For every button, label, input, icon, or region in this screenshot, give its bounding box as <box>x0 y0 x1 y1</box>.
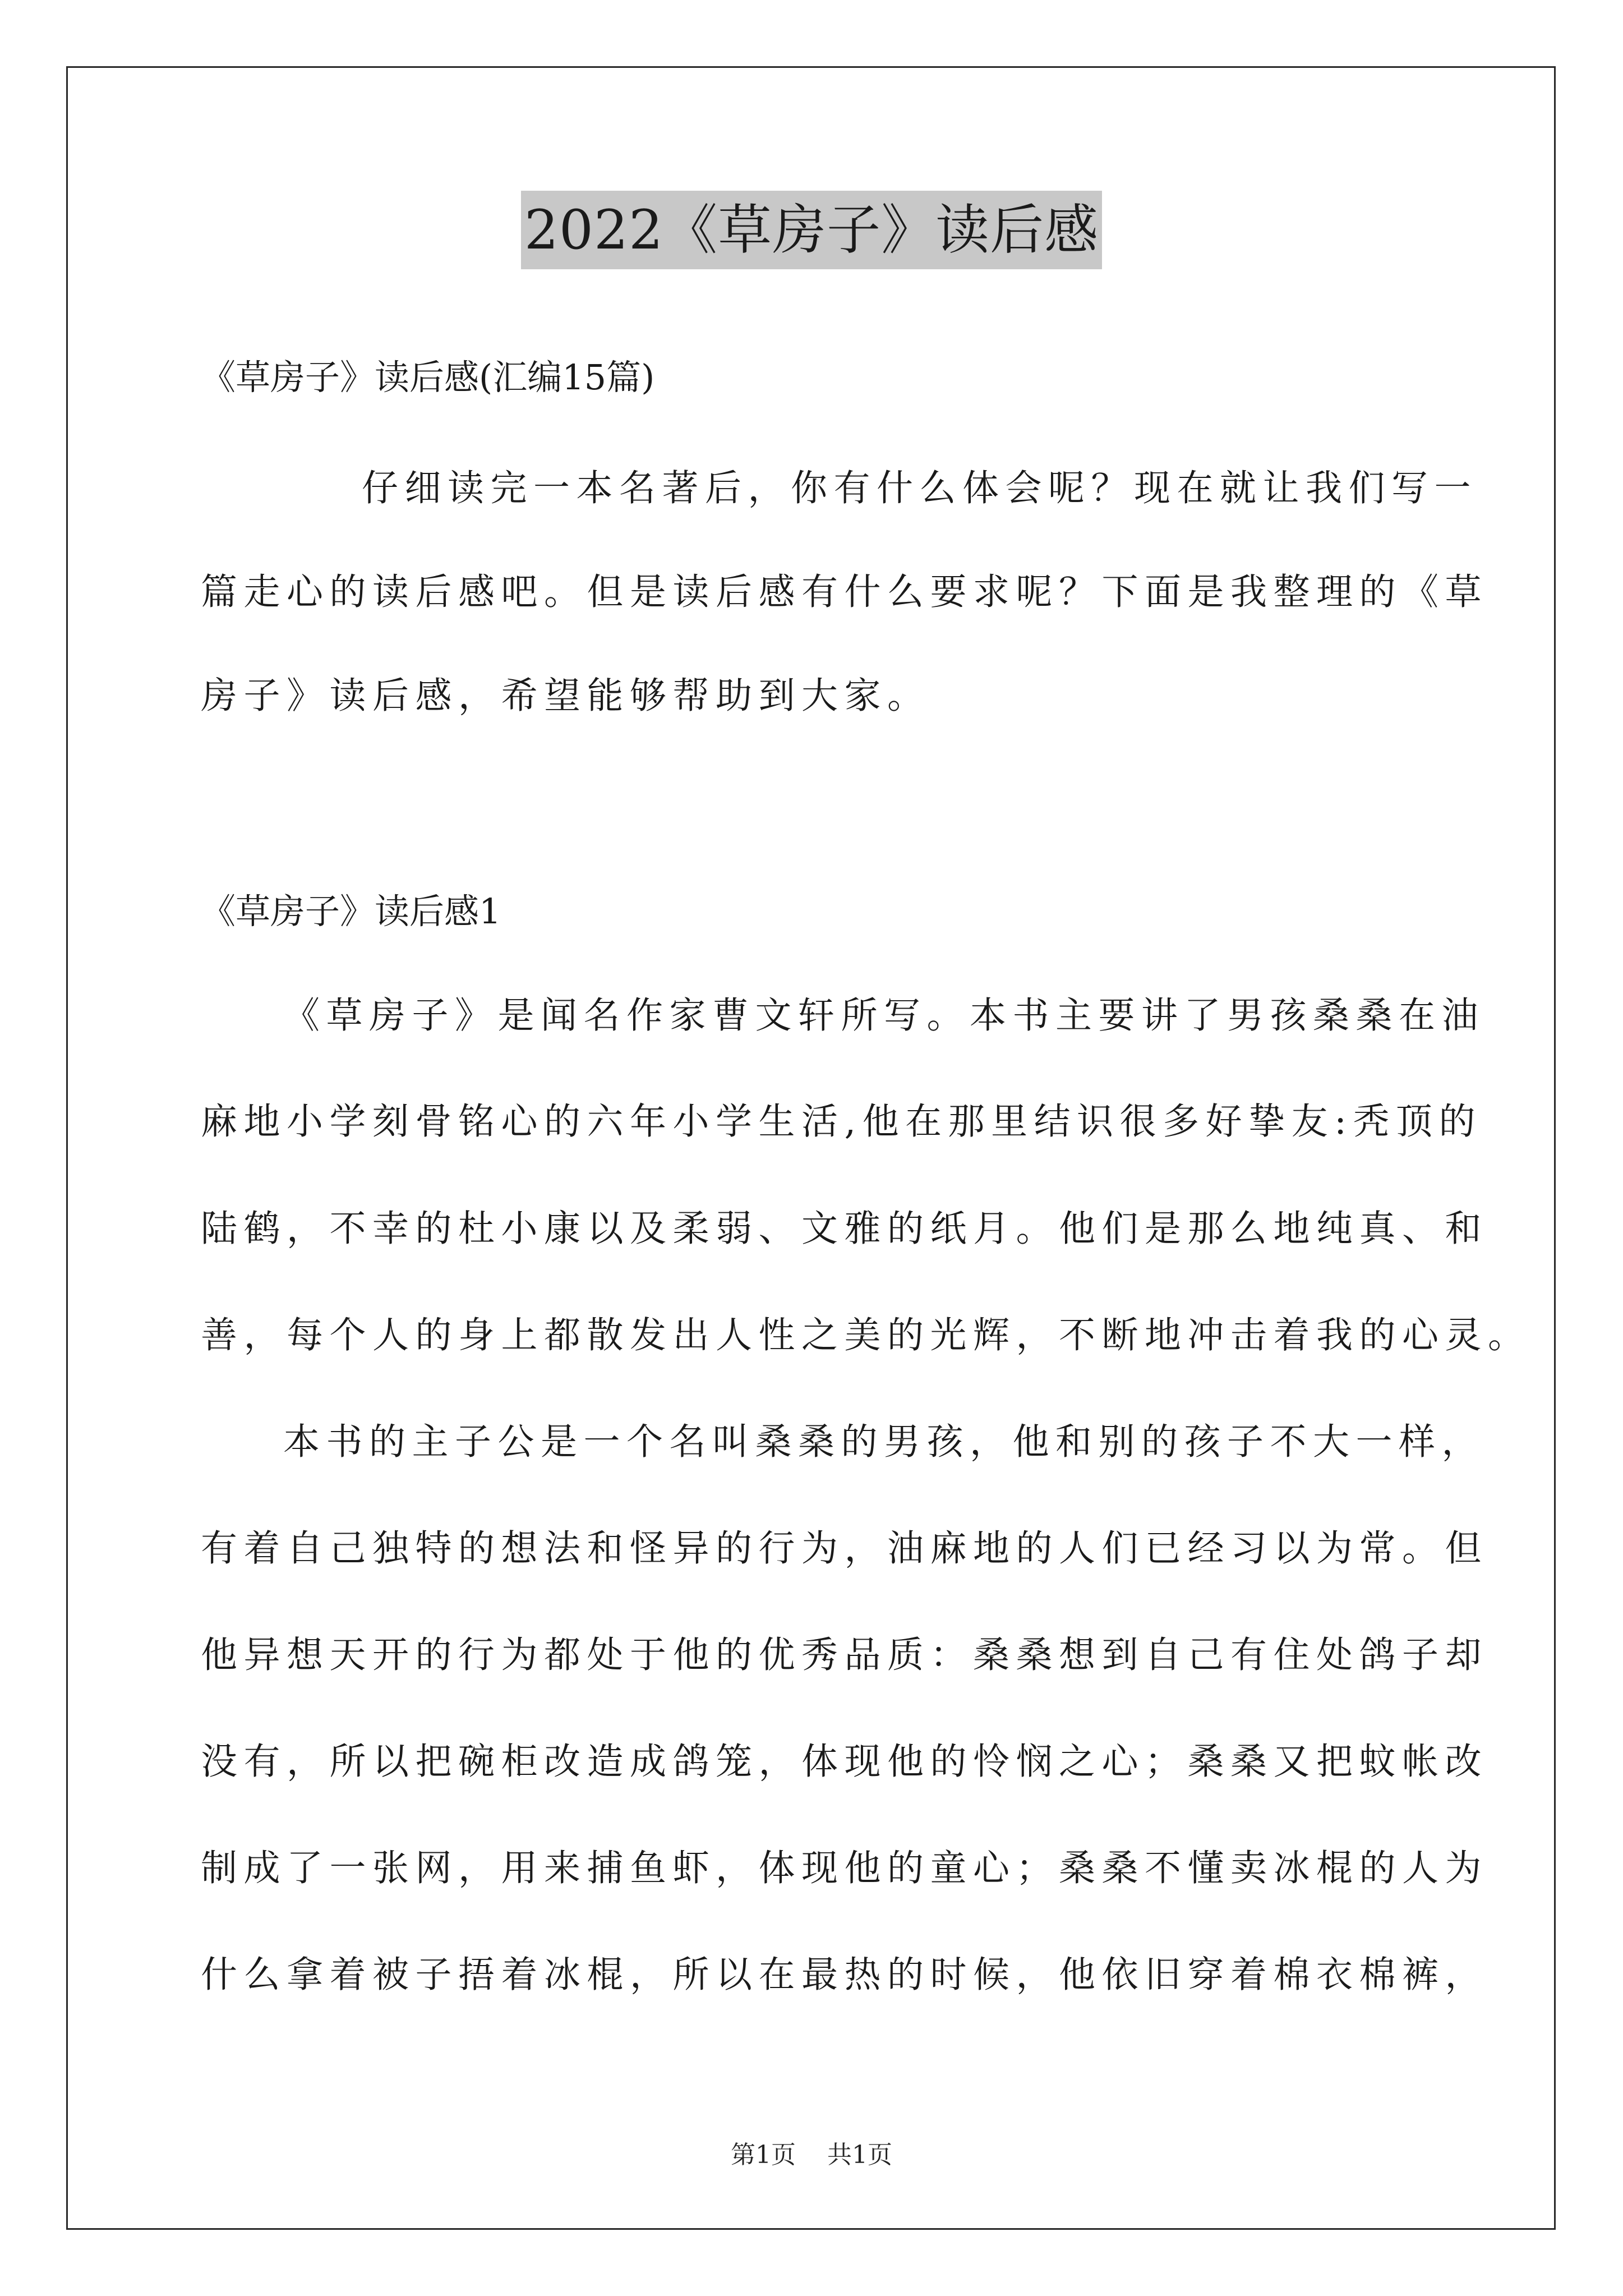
paragraph-line: 《草房子》是闻名作家曹文轩所写。本书主要讲了男孩桑桑在油 <box>283 995 1485 1037</box>
paragraph-line: 他异想天开的行为都处于他的优秀品质：桑桑想到自己有住处鸽子却 <box>201 1634 1488 1676</box>
page-footer <box>0 2138 1623 2172</box>
document-subtitle: 《草房子》读后感(汇编15篇) <box>201 357 655 398</box>
document-title: 2022《草房子》读后感 <box>521 191 1102 269</box>
paragraph-line: 有着自己独特的想法和怪异的行为，油麻地的人们已经习以为常。但 <box>201 1527 1488 1570</box>
intro-line: 篇走心的读后感吧。但是读后感有什么要求呢？下面是我整理的《草 <box>201 571 1488 613</box>
page-total: 共1页 <box>827 2141 892 2169</box>
paragraph-line: 麻地小学刻骨铭心的六年小学生活,他在那里结识很多好挚友:秃顶的 <box>201 1101 1482 1143</box>
intro-line: 房子》读后感，希望能够帮助到大家。 <box>201 675 930 717</box>
paragraph-line: 善，每个人的身上都散发出人性之美的光辉，不断地冲击着我的心灵。 <box>201 1314 1531 1356</box>
intro-line: 仔细读完一本名著后，你有什么体会呢？现在就让我们写一 <box>362 467 1478 509</box>
paragraph-line: 本书的主子公是一个名叫桑桑的男孩，他和别的孩子不大一样， <box>283 1421 1485 1463</box>
paragraph-line: 制成了一张网，用来捕鱼虾，体现他的童心；桑桑不懂卖冰棍的人为 <box>201 1847 1488 1889</box>
paragraph-line: 陆鹤，不幸的杜小康以及柔弱、文雅的纸月。他们是那么地纯真、和 <box>201 1208 1488 1250</box>
paragraph-line: 什么拿着被子捂着冰棍，所以在最热的时候，他依旧穿着棉衣棉裤， <box>201 1954 1488 1996</box>
page-number: 第1页 <box>731 2141 796 2169</box>
title-block <box>0 191 1623 269</box>
paragraph-line: 没有，所以把碗柜改造成鸽笼，体现他的怜悯之心；桑桑又把蚊帐改 <box>201 1741 1488 1783</box>
section-heading: 《草房子》读后感1 <box>201 891 501 932</box>
